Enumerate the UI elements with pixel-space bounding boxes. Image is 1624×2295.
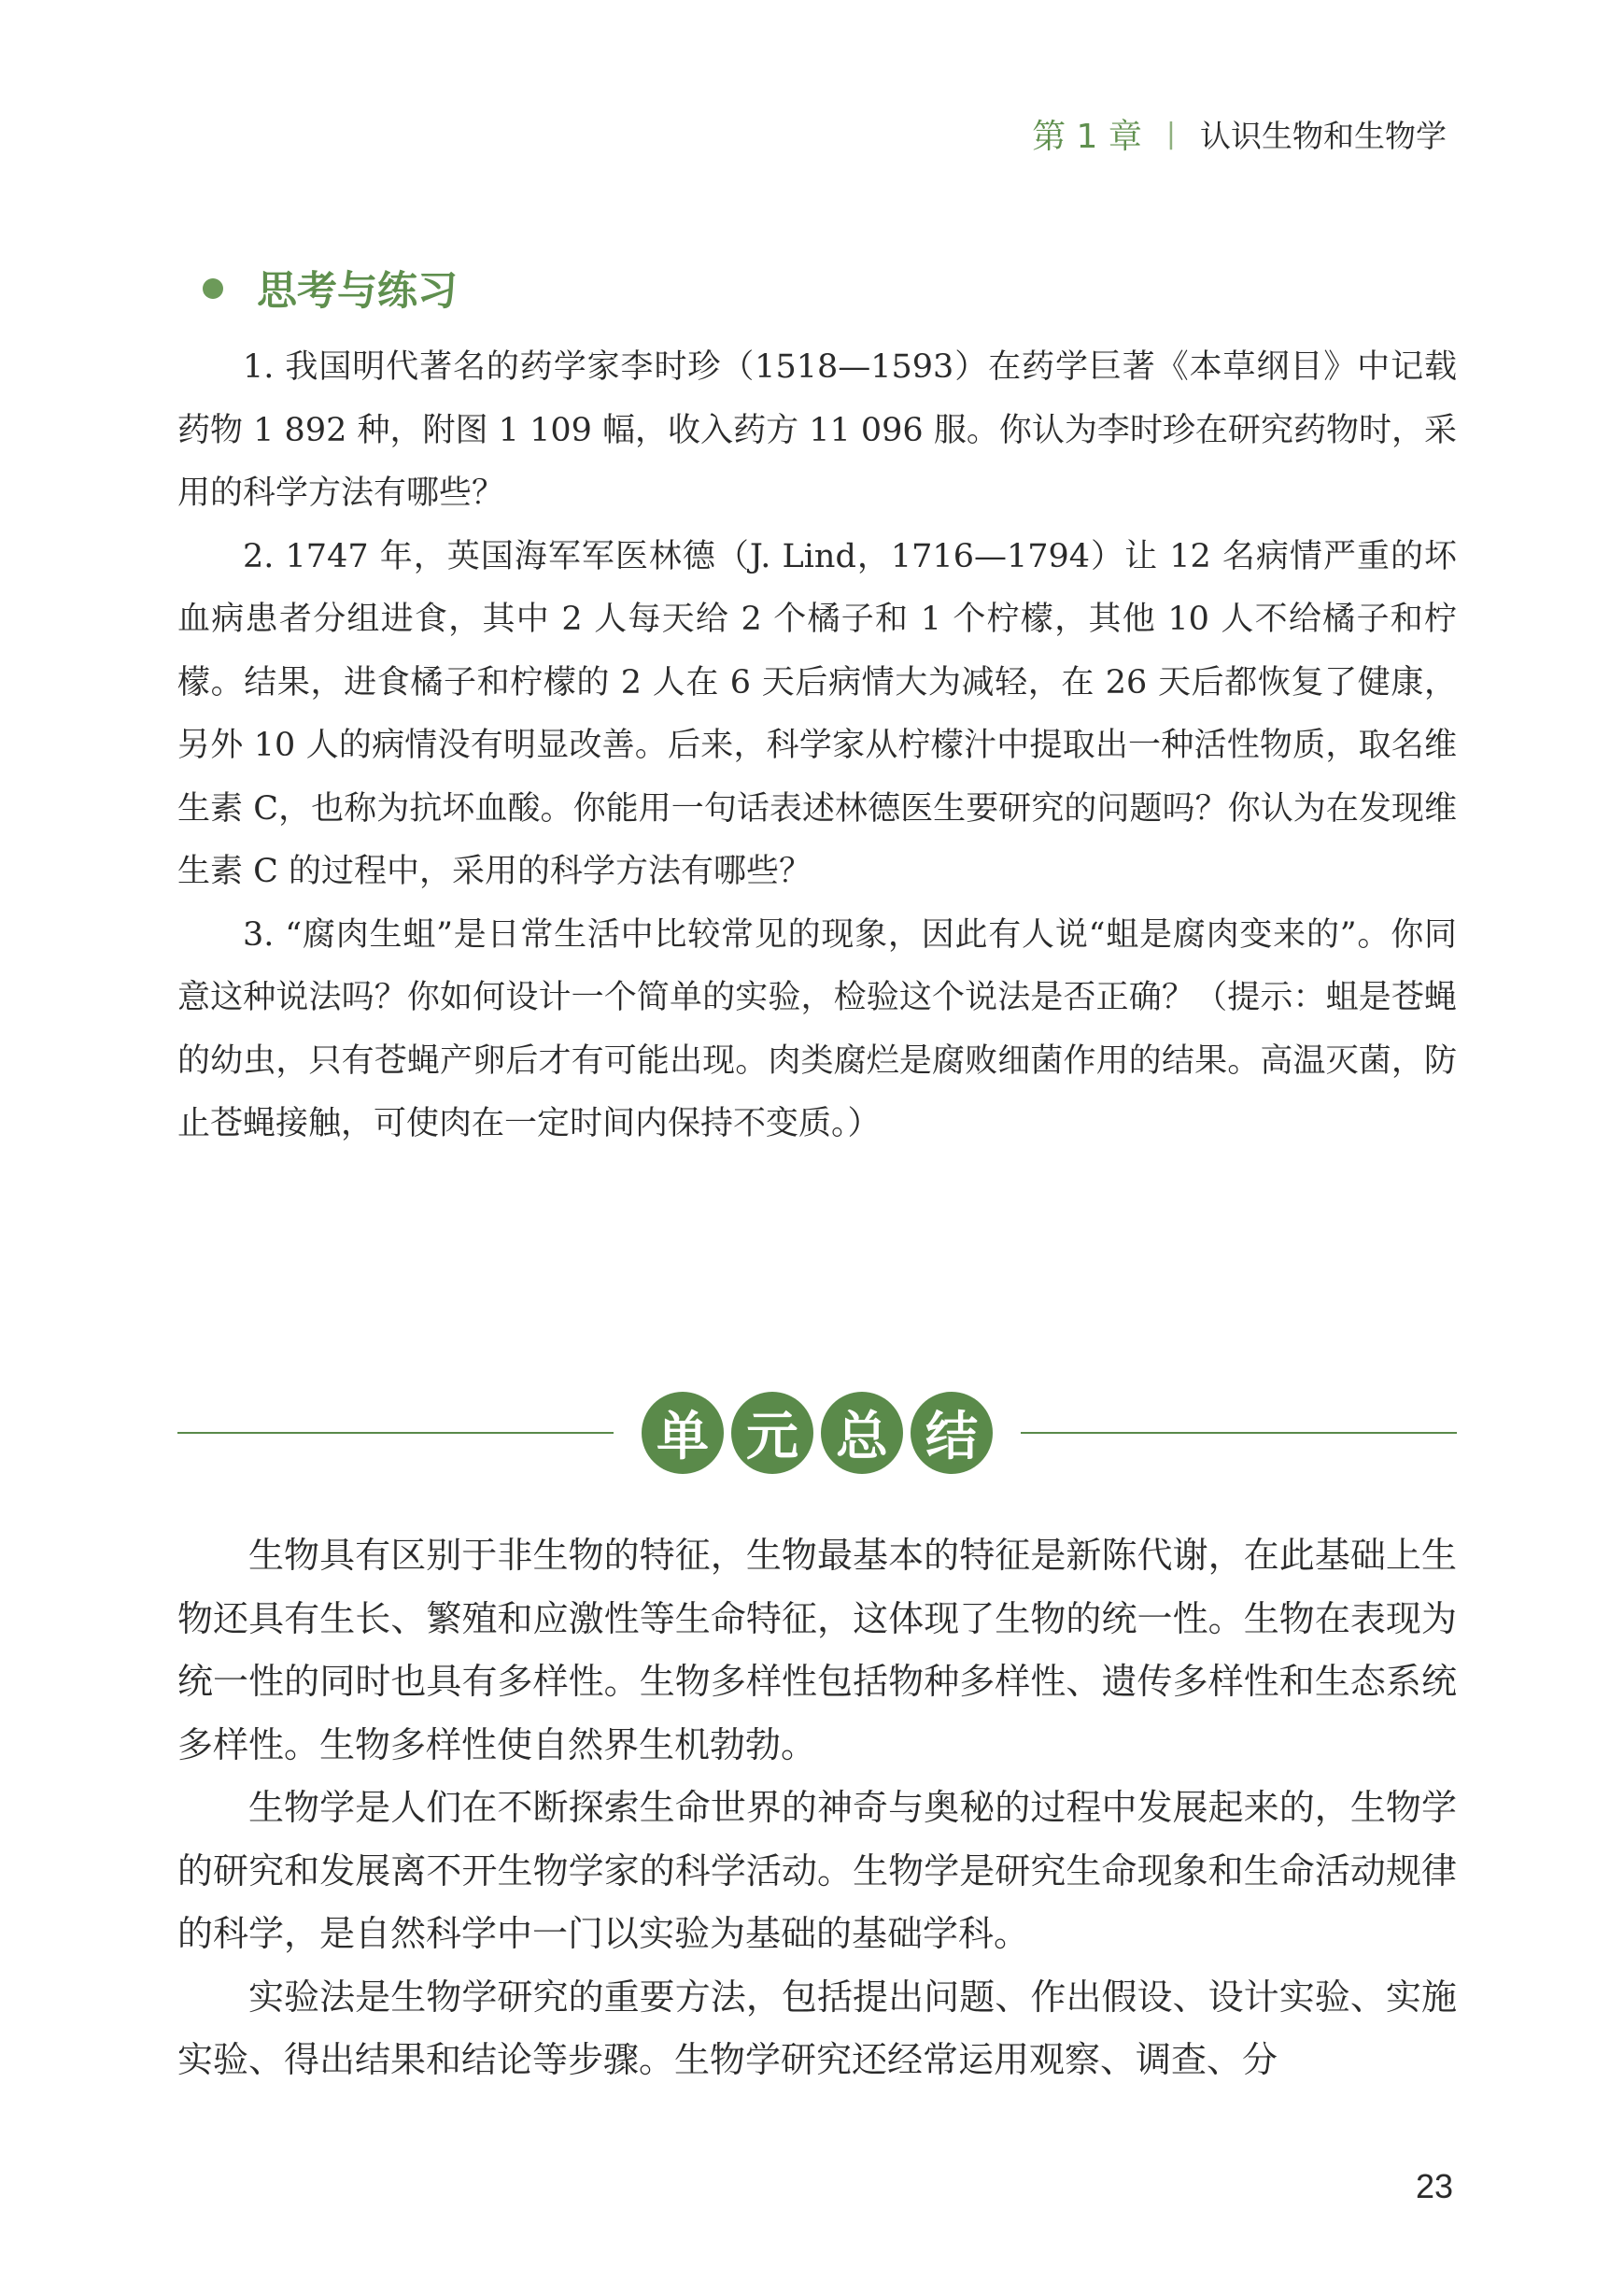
chapter-label: 第 1 章 [1032, 118, 1142, 156]
banner-char-2: 元 [731, 1392, 813, 1474]
banner-title [638, 1392, 996, 1474]
exercise-item-1: 1. 我国明代著名的药学家李时珍（1518—1593）在药学巨著《本草纲目》中记载药物 1 892 种，附图 1 109 幅，收入药方 11 096 服。你认为李时珍在研究药物时，采用的科学方法有哪些？ [177, 348, 1457, 512]
running-header [1032, 110, 1447, 158]
unit-summary-banner [177, 1386, 1457, 1480]
summary-body [177, 1524, 1457, 2092]
exercise-heading [203, 260, 458, 317]
chapter-title: 认识生物和生物学 [1200, 118, 1447, 154]
banner-char-4: 结 [911, 1392, 993, 1474]
exercise-item-3: 3. “腐肉生蛆”是日常生活中比较常见的现象，因此有人说“蛆是腐肉变来的”。你同意这种说法吗？你如何设计一个简单的实验，检验这个说法是否正确？（提示：蛆是苍蝇的幼虫，只有苍蝇产卵后才有可能出现。肉类腐烂是腐败细菌作用的结果。高温灭菌，防止苍蝇接触，可使肉在一定时间内保持不变质。） [177, 915, 1457, 1142]
exercise-title: 思考与练习 [257, 268, 458, 315]
banner-right-rule [1021, 1432, 1457, 1434]
header-separator: | [1165, 118, 1176, 150]
banner-left-rule [177, 1432, 614, 1434]
exercise-item-2: 2. 1747 年，英国海军军医林德（J. Lind，1716—1794）让 12 名病情严重的坏血病患者分组进食，其中 2 人每天给 2 个橘子和 1 个柠檬，其他 10 人不给橘子和柠檬。结果，进食橘子和柠檬的 2 人在 6 天后病情大为减轻，在 26 天后都恢复了健康，另外 10 人的病情没有明显改善。后来，科学家从柠檬汁中提取出一种活性物质，取名维生素 C，也称为抗坏血酸。你能用一句话表述林德医生要研究的问题吗？你认为在发现维生素 C 的过程中，采用的科学方法有哪些？ [177, 537, 1457, 890]
summary-paragraph-3: 实验法是生物学研究的重要方法，包括提出问题、作出假设、设计实验、实施实验、得出结果和结论等步骤。生物学研究还经常运用观察、调查、分 [177, 1976, 1457, 2080]
banner-char-1: 单 [642, 1392, 724, 1474]
summary-paragraph-2: 生物学是人们在不断探索生命世界的神奇与奥秘的过程中发展起来的，生物学的研究和发展离不开生物学家的科学活动。生物学是研究生命现象和生命活动规律的科学，是自然科学中一门以实验为基础的基础学科。 [177, 1787, 1457, 1954]
bullet-dot-icon [203, 278, 223, 299]
summary-paragraph-1: 生物具有区别于非生物的特征，生物最基本的特征是新陈代谢，在此基础上生物还具有生长、繁殖和应激性等生命特征，这体现了生物的统一性。生物在表现为统一性的同时也具有多样性。生物多样性包括物种多样性、遗传多样性和生态系统多样性。生物多样性使自然界生机勃勃。 [177, 1535, 1457, 1765]
banner-char-3: 总 [821, 1392, 903, 1474]
page-number: 23 [1415, 2167, 1453, 2205]
exercise-list [177, 336, 1457, 1156]
